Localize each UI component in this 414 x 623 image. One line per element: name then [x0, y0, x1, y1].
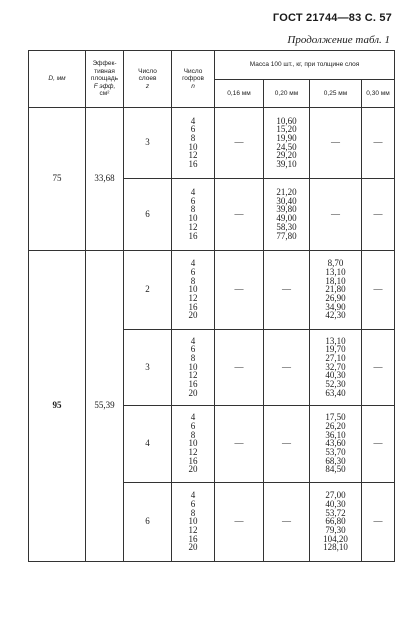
cell-value: 17,50 [325, 412, 346, 423]
cell-layers: 6 [124, 483, 172, 562]
cell-value: 12 [188, 446, 198, 457]
cell-value: 42,30 [325, 310, 346, 321]
cell-value: 43,60 [325, 438, 346, 449]
cell-value: 10 [188, 213, 198, 224]
header-corr-line-2: гофров [182, 75, 204, 83]
header-area-line-4: F эфф, [93, 82, 116, 90]
cell-value: 128,10 [323, 542, 348, 553]
cell-mass-030: — [362, 406, 395, 483]
cell-value: 40,30 [325, 370, 346, 381]
cell-value: 19,90 [276, 132, 297, 143]
cell-mass-025-values [323, 491, 348, 552]
cell-corrugations [172, 483, 215, 562]
cell-value: 39,80 [276, 204, 297, 215]
table-continuation-label: Продолжение табл. 1 [287, 34, 390, 46]
cell-value: 15,20 [276, 124, 297, 135]
cell-value: 16 [188, 230, 198, 241]
cell-value: 16 [188, 455, 198, 466]
cell-value: 16 [188, 301, 198, 312]
header-mass-group: Масса 100 шт., кг, при толщине слоя [215, 51, 395, 80]
cell-value: 10 [188, 361, 198, 372]
cell-value: 12 [188, 524, 198, 535]
page-header: ГОСТ 21744—83 С. 57 [272, 12, 392, 24]
cell-mass-025 [310, 251, 362, 330]
cell-value: 8 [190, 132, 196, 143]
cell-value: 27,00 [325, 490, 346, 501]
cell-value: 6 [190, 124, 196, 135]
cell-mass-025-values [325, 413, 345, 474]
cell-value: 4 [190, 115, 196, 126]
cell-mass-030: — [362, 108, 395, 179]
header-thickness-025: 0,25 мм [310, 80, 362, 108]
mass-table [28, 50, 395, 562]
header-thickness-030: 0,30 мм [362, 80, 395, 108]
cell-corrugations [172, 251, 215, 330]
header-area-line-2: тивная [94, 67, 115, 75]
cell-mass-030: — [362, 179, 395, 251]
cell-corrugations-values [189, 117, 198, 169]
cell-value: 19,70 [325, 344, 346, 355]
cell-value: 10 [188, 438, 198, 449]
cell-value: 63,40 [325, 387, 346, 398]
cell-value: 12 [188, 292, 198, 303]
cell-value: 12 [188, 370, 198, 381]
cell-mass-025 [310, 483, 362, 562]
cell-value: 79,30 [325, 524, 346, 535]
cell-value: 30,40 [276, 195, 297, 206]
cell-mass-016: — [215, 406, 264, 483]
cell-layers: 4 [124, 406, 172, 483]
cell-value: 13,10 [325, 335, 346, 346]
cell-value: 13,10 [325, 266, 346, 277]
cell-corrugations [172, 330, 215, 406]
cell-value: 20 [188, 310, 198, 321]
cell-value: 21,20 [276, 187, 297, 198]
cell-value: 10 [188, 141, 198, 152]
header-effective-area [86, 51, 124, 108]
cell-value: 8 [190, 275, 196, 286]
cell-mass-020-values [276, 117, 296, 169]
cell-corrugations-values [189, 413, 198, 474]
header-corr-line-3: n [191, 82, 195, 90]
cell-layers: 3 [124, 330, 172, 406]
cell-effective-area: 55,39 [86, 251, 124, 562]
cell-corrugations [172, 179, 215, 251]
cell-mass-016: — [215, 179, 264, 251]
cell-value: 39,10 [276, 159, 297, 169]
cell-value: 77,80 [276, 230, 297, 241]
cell-value: 58,30 [276, 221, 297, 232]
header-area-line-1: Эффек- [92, 60, 117, 68]
cell-value: 8 [190, 353, 196, 364]
cell-value: 104,20 [323, 533, 348, 544]
cell-value: 18,10 [325, 275, 346, 286]
cell-value: 10,60 [276, 115, 297, 126]
cell-value: 52,30 [325, 379, 346, 390]
header-layers-line-2: слоев [138, 75, 157, 83]
header-layers-line-3: z [145, 82, 150, 90]
cell-value: 53,72 [325, 507, 346, 518]
header-area-line-3: площадь [90, 75, 119, 83]
cell-corrugations [172, 108, 215, 179]
cell-value: 6 [190, 344, 196, 355]
cell-value: 53,70 [325, 446, 346, 457]
header-area-line-5: см² [99, 90, 110, 98]
cell-value: 16 [188, 379, 198, 390]
cell-value: 8 [190, 204, 196, 215]
header-layers [124, 51, 172, 108]
cell-value: 29,20 [276, 150, 297, 161]
cell-effective-area: 33,68 [86, 108, 124, 251]
cell-value: 24,50 [276, 141, 297, 152]
cell-value: 49,00 [276, 213, 297, 224]
cell-mass-020 [264, 179, 310, 251]
cell-corrugations-values [189, 491, 198, 552]
cell-mass-016: — [215, 108, 264, 179]
cell-value: 21,80 [325, 284, 346, 295]
cell-value: 26,90 [325, 292, 346, 303]
table-row [29, 251, 395, 330]
cell-mass-020: — [264, 251, 310, 330]
cell-mass-020-values [276, 188, 296, 240]
cell-value: 68,30 [325, 455, 346, 466]
cell-mass-016: — [215, 330, 264, 406]
cell-layers: 6 [124, 179, 172, 251]
header-layers-line-1: Число [138, 67, 157, 75]
cell-mass-020: — [264, 330, 310, 406]
cell-corrugations-values [189, 337, 198, 398]
cell-value: 27,10 [325, 353, 346, 364]
cell-mass-020 [264, 108, 310, 179]
cell-value: 4 [190, 335, 196, 346]
header-thickness-020: 0,20 мм [264, 80, 310, 108]
cell-mass-025: — [310, 179, 362, 251]
cell-mass-030: — [362, 251, 395, 330]
cell-value: 32,70 [325, 361, 346, 372]
cell-value: 66,80 [325, 516, 346, 527]
cell-corrugations [172, 406, 215, 483]
header-corrugations [172, 51, 215, 108]
header-corr-line-1: Число [183, 67, 203, 75]
cell-mass-020: — [264, 483, 310, 562]
cell-value: 4 [190, 187, 196, 198]
cell-value: 12 [188, 150, 198, 161]
cell-value: 8 [190, 429, 196, 440]
cell-value: 34,90 [325, 301, 346, 312]
cell-value: 10 [188, 284, 198, 295]
cell-value: 4 [190, 490, 196, 501]
cell-value: 26,20 [325, 420, 346, 431]
header-thickness-016: 0,16 мм [215, 80, 264, 108]
cell-value: 6 [190, 498, 196, 509]
cell-value: 16 [188, 159, 198, 169]
cell-mass-025 [310, 330, 362, 406]
cell-corrugations-values [189, 259, 198, 320]
cell-value: 20 [188, 542, 198, 553]
cell-layers: 3 [124, 108, 172, 179]
cell-mass-030: — [362, 330, 395, 406]
cell-value: 84,50 [325, 464, 346, 475]
cell-value: 6 [190, 195, 196, 206]
cell-value: 8 [190, 507, 196, 518]
header-diameter: D, мм [29, 51, 86, 108]
cell-value: 6 [190, 266, 196, 277]
cell-value: 6 [190, 420, 196, 431]
cell-mass-016: — [215, 483, 264, 562]
cell-layers: 2 [124, 251, 172, 330]
cell-value: 4 [190, 258, 196, 269]
cell-diameter: 95 [29, 251, 86, 562]
cell-value: 16 [188, 533, 198, 544]
cell-value: 20 [188, 387, 198, 398]
cell-value: 10 [188, 516, 198, 527]
cell-mass-025-values [325, 337, 345, 398]
cell-corrugations-values [189, 188, 198, 240]
cell-value: 12 [188, 221, 198, 232]
cell-mass-025 [310, 406, 362, 483]
cell-diameter: 75 [29, 108, 86, 251]
cell-mass-020: — [264, 406, 310, 483]
cell-value: 20 [188, 464, 198, 475]
cell-value: 40,30 [325, 498, 346, 509]
cell-value: 36,10 [325, 429, 346, 440]
cell-value: 4 [190, 412, 196, 423]
table-row [29, 108, 395, 179]
cell-mass-025: — [310, 108, 362, 179]
cell-value: 8,70 [327, 258, 344, 269]
cell-mass-016: — [215, 251, 264, 330]
cell-mass-025-values [325, 259, 345, 320]
cell-mass-030: — [362, 483, 395, 562]
